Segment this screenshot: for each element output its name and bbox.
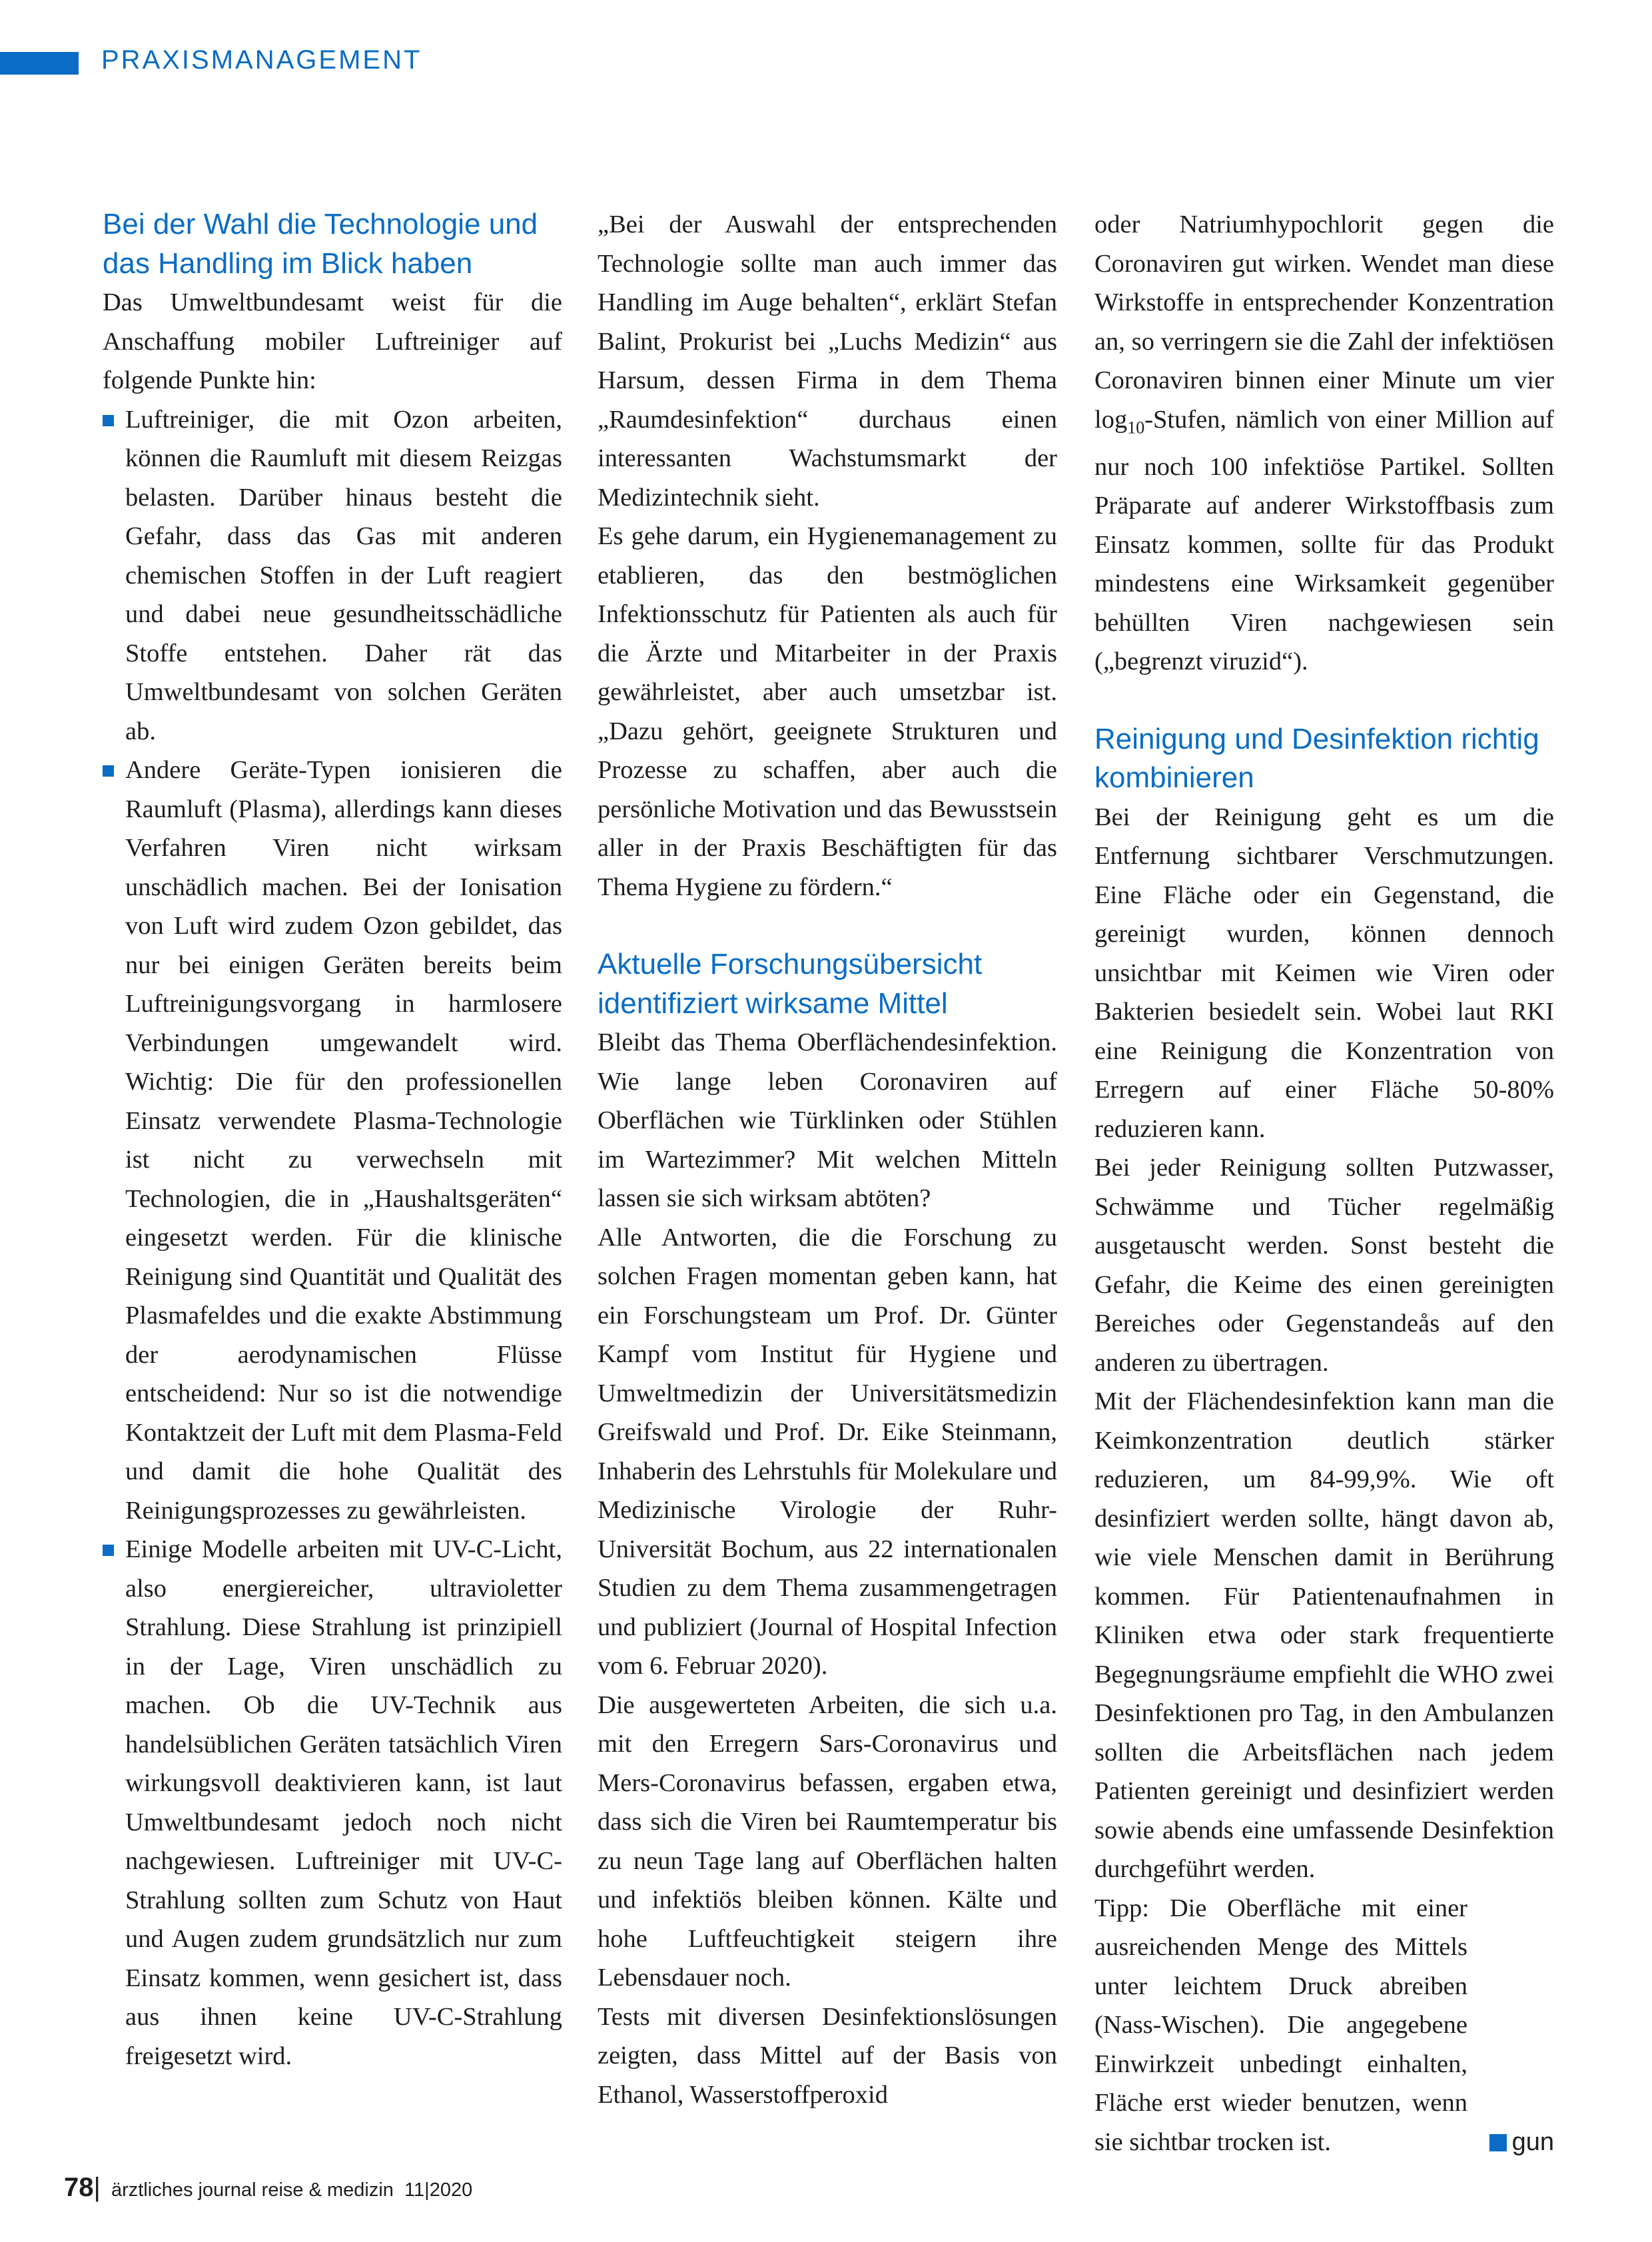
paragraph-reinigung: Bei der Reinigung geht es um die Entfernung sichtbarer Verschmutzungen. Eine Fläche oder ein Gegenstand, die gereinigt wurden, können dennoch unsichtbar mit Keimen wie Viren oder Bakterien besiedelt sein. Wobei laut RKI eine Reinigung die Konzentration von Erregern auf einer Fläche 50-80% reduzieren kann. xyxy=(1094,803,1554,1143)
heading-forschung: Aktuelle Forschungsübersicht identifiziert wirksame Mittel xyxy=(598,948,983,1020)
paragraph-flaechendesinfektion: Mit der Flächendesinfektion kann man die Keimkonzentration deutlich stärker reduzieren, um 84-99,9%. Wie oft desinfiziert werden sollte, hängt davon ab, wie viele Menschen damit in Berührung kommen. Für Patientenaufnahmen in Kliniken etwa oder stark frequentierte Begegnungsräume empfiehlt die WHO zwei Desinfektionen pro Tag, in den Ambulanzen sollten die Arbeitsflächen nach jedem Patienten gereinigt und desinfiziert werden sowie abends eine umfassende Desinfektion durchgeführt werden. xyxy=(1094,1387,1554,1884)
issue-year: 2020 xyxy=(429,2179,473,2201)
bullet-text: Einige Modelle arbeiten mit UV-C-Licht, also energiereicher, ultravioletter Strahlung. Diese Strahlung ist prinzipiell in der Lage, Viren unschädlich zu machen. Ob die UV-Technik aus handelsüblichen Geräten tatsächlich Viren wirkungsvoll deaktivieren kann, ist laut Umweltbundesamt jedoch noch nicht nachgewiesen. Luftreiniger mit UV-C-Strahlung sollten zum Schutz von Haut und Augen zudem grundsätzlich nur zum Einsatz kommen, wenn gesichert ist, dass aus ihnen keine UV-C-Strahlung freigesetzt wird. xyxy=(125,1535,562,2070)
footer xyxy=(64,2173,472,2203)
issue-number: 11 xyxy=(404,2179,425,2201)
paragraph-forschungsteam: Alle Antworten, die die Forschung zu solchen Fragen momentan geben kann, hat ein Forschungsteam um Prof. Dr. Günter Kampf vom Institut für Hygiene und Umweltmedizin der Universitätsmedizin Greifswald und Prof. Dr. Eike Steinmann, Inhaberin des Lehrstuhls für Molekulare und Medizinische Virologie der Ruhr-Universität Bochum, aus 22 internationalen Studien zu dem Thema zusammengetragen und publiziert (Journal of Hospital Infection vom 6. Februar 2020). xyxy=(598,1223,1057,1680)
paragraph-putzwasser: Bei jeder Reinigung sollten Putzwasser, Schwämme und Tücher regelmäßig ausgetauscht werden. Sonst besteht die Gefahr, die Keime des einen gereinigten Bereiches oder Gegenstandeås auf den anderen zu übertragen. xyxy=(1094,1154,1554,1377)
header-accent-bar xyxy=(0,52,79,75)
page-number: 78 xyxy=(64,2173,94,2202)
paragraph-tipp xyxy=(1094,1889,1554,2162)
issue-separator: | xyxy=(424,2179,430,2201)
paragraph-arbeiten: Die ausgewerteten Arbeiten, die sich u.a. mit den Erregern Sars-Coronavirus und Mers-Coronavirus befassen, ergaben etwa, dass sich die Viren bei Raumtemperatur bis zu neun Tage lang auf Oberflächen halten und infektiös bleiben können. Kälte und hohe Luftfeuchtigkeit steigern ihre Lebensdauer noch. xyxy=(598,1690,1057,1992)
bullet-list xyxy=(103,400,562,2076)
end-square-icon xyxy=(1489,2134,1507,2151)
bullet-square-icon xyxy=(103,415,114,426)
heading-technologie: Bei der Wahl die Technologie und das Handling im Blick haben xyxy=(103,208,538,280)
subscript: 10 xyxy=(1127,418,1145,438)
heading-reinigung: Reinigung und Desinfektion richtig kombinieren xyxy=(1094,722,1539,795)
journal-name: ärztliches journal reise & medizin xyxy=(111,2179,394,2201)
paragraph-intro: Das Umweltbundesamt weist für die Anschaffung mobiler Luftreiniger auf folgende Punkte hin: xyxy=(103,288,562,394)
text-segment: oder Natriumhypochlorit gegen die Coronaviren gut wirken. Wendet man diese Wirkstoffe in entsprechender Konzentration an, so verringern sie die Zahl der infektiösen Coronaviren binnen einer Minute um vier log xyxy=(1094,210,1554,434)
bullet-text: Luftreiniger, die mit Ozon arbeiten, können die Raumluft mit diesem Reizgas belasten. Darüber hinaus besteht die Gefahr, dass das Gas mit anderen chemischen Stoffen in der Luft reagiert und dabei neue gesundheitsschädliche Stoffe entstehen. Daher rät das Umweltbundesamt von solchen Geräten ab. xyxy=(125,405,562,745)
bullet-text: Andere Geräte-Typen ionisieren die Raumluft (Plasma), allerdings kann dieses Verfahren Viren nicht wirksam unschädlich machen. Bei der Ionisation von Luft wird zudem Ozon gebildet, das nur bei einigen Geräten bereits beim Luftreinigungsvorgang in harmlosere Verbindungen umgewandelt wird. Wichtig: Die für den professionellen Einsatz verwendete Plasma-Technologie ist nicht zu verwechseln mit Technologien, die in „Haushaltsgeräten“ eingesetzt werden. Für die klinische Reinigung sind Quantität und Qualität des Plasmafeldes und die exakte Abstimmung der aerodynamischen Flüsse entscheidend: Nur so ist die notwendige Kontaktzeit der Luft mit dem Plasma-Feld und damit die hohe Qualität des Reinigungsprozesses zu gewährleisten. xyxy=(125,756,562,1525)
column-3 xyxy=(1094,205,1554,2161)
paragraph-quote: „Bei der Auswahl der entsprechenden Technologie sollte man auch immer das Handling im Auge behalten“, erklärt Stefan Balint, Prokurist bei „Luchs Medizin“ aus Harsum, dessen Firma in dem Thema „Raumdesinfektion“ durchaus einen interessanten Wachstumsmarkt der Medizintechnik sieht. xyxy=(598,210,1057,512)
section-label: PRAXISMANAGEMENT xyxy=(101,45,422,75)
bullet-square-icon xyxy=(103,765,114,777)
bullet-item xyxy=(103,400,562,751)
text-segment: Tipp: Die Oberfläche mit einer ausreichenden Menge des Mittels unter leichtem Druck abreiben (Nass-Wischen). Die angegebene Einwirkzeit unbedingt einhalten, Fläche erst wieder benutzen, wenn sie sichtbar trocken ist. xyxy=(1094,1894,1467,2156)
text-segment: -Stufen, nämlich von einer Million auf nur noch 100 infektiöse Partikel. Sollten Präparate auf anderer Wirkstoffbasis zum Einsatz kommen, sollte für das Produkt mindestens eine Wirksamkeit gegenüber behüllten Viren nachgewiesen sein („begrenzt viruzid“). xyxy=(1094,405,1554,676)
author-initials: gun xyxy=(1511,2127,1554,2156)
bullet-item xyxy=(103,751,562,1530)
author-signature xyxy=(1489,2123,1554,2162)
bullet-item xyxy=(103,1530,562,2075)
closing-block xyxy=(1094,1889,1554,2162)
bullet-square-icon xyxy=(103,1545,114,1556)
column-2 xyxy=(598,205,1057,2114)
paragraph-hygienemanagement: Es gehe darum, ein Hygienemanagement zu etablieren, das den bestmöglichen Infektionsschutz für Patienten als auch für die Ärzte und Mitarbeiter in der Praxis gewährleistet, aber auch umsetzbar ist. „Dazu gehört, geeignete Strukturen und Prozesse zu schaffen, aber auch die persönliche Motivation und das Bewusstsein aller in der Praxis Beschäftigten für das Thema Hygiene zu fördern.“ xyxy=(598,522,1057,901)
paragraph-oberflaechen: Bleibt das Thema Oberflächendesinfektion. Wie lange leben Coronaviren auf Oberflächen wie Türklinken oder Stühlen im Wartezimmer? Mit welchen Mitteln lassen sie sich wirksam abtöten? xyxy=(598,1028,1057,1212)
column-1 xyxy=(103,205,562,2075)
footer-separator: | xyxy=(93,2173,101,2202)
paragraph-wirkstoffe xyxy=(1094,205,1554,681)
paragraph-tests: Tests mit diversen Desinfektionslösungen zeigten, dass Mittel auf der Basis von Ethanol, Wasserstoffperoxid xyxy=(598,2002,1057,2109)
